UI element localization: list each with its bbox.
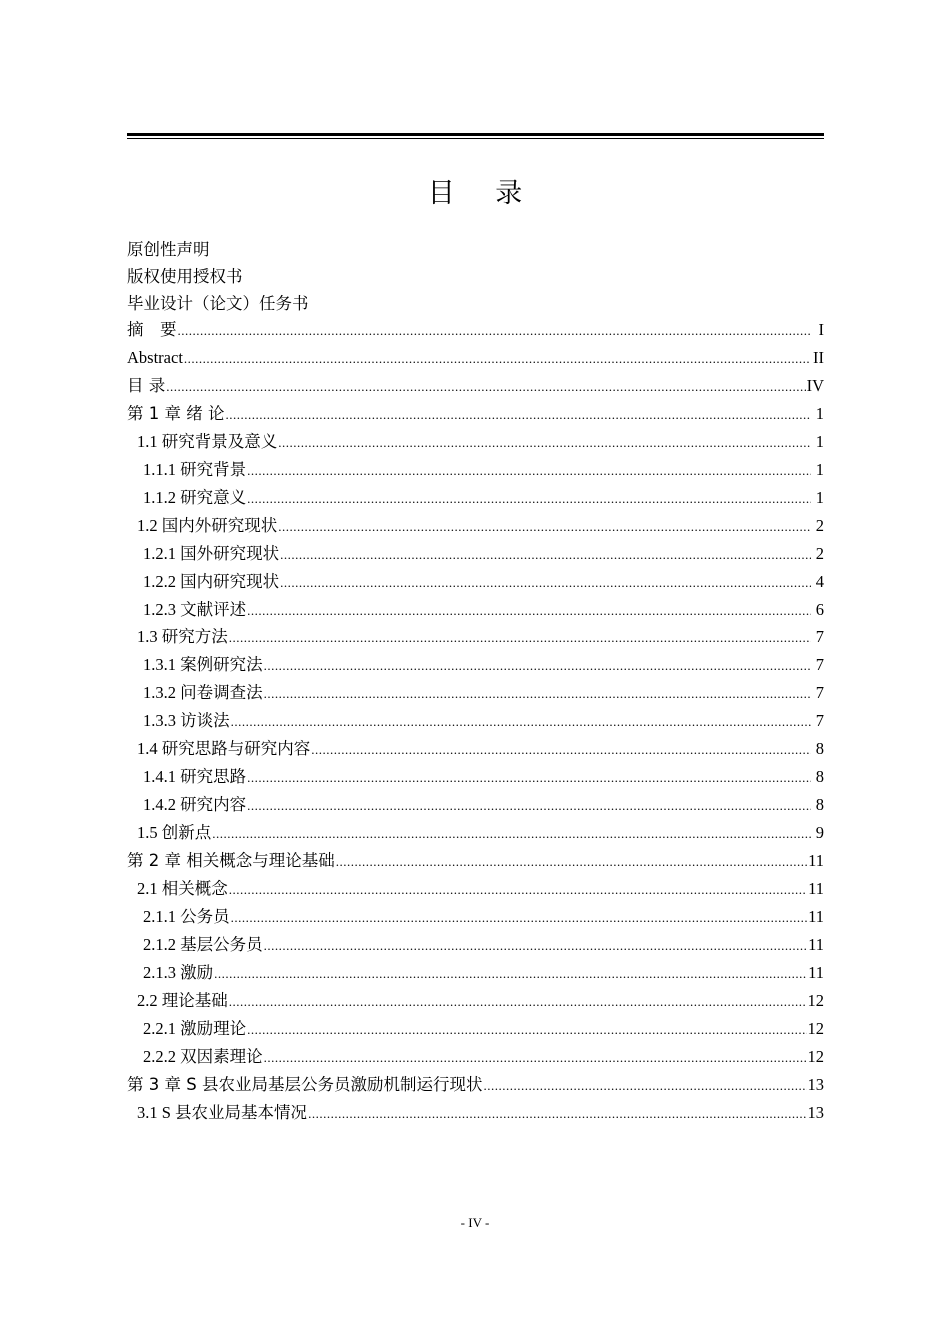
toc-entry-label: 1.5 创新点: [137, 823, 212, 843]
toc-entry-page: 1: [815, 403, 824, 423]
toc-leader-dots: [231, 708, 811, 736]
toc-entry-page: 12: [807, 1018, 824, 1038]
table-of-contents: [127, 316, 824, 1127]
toc-leader-dots: [311, 736, 811, 764]
toc-leader-dots: [229, 988, 807, 1016]
toc-entry[interactable]: [127, 903, 824, 931]
toc-entry-page: 8: [815, 767, 824, 787]
toc-entry[interactable]: [127, 735, 824, 763]
toc-entry-label: 1.4.1 研究思路: [143, 767, 247, 787]
toc-leader-dots: [280, 569, 811, 597]
toc-entry[interactable]: [127, 1099, 824, 1127]
toc-entry[interactable]: [127, 400, 824, 428]
toc-entry-label: 1.2.3 文献评述: [143, 599, 247, 619]
toc-leader-dots: [308, 1100, 806, 1128]
toc-entry-label: 2.2 理论基础: [137, 990, 228, 1010]
toc-entry-label: Abstract: [127, 347, 183, 367]
toc-entry-page: 4: [815, 571, 824, 591]
toc-entry-label: 1.2 国内外研究现状: [137, 515, 278, 535]
toc-entry-page: 11: [808, 879, 824, 899]
toc-entry[interactable]: [127, 512, 824, 540]
toc-entry[interactable]: [127, 372, 824, 400]
toc-entry-page: 7: [815, 711, 824, 731]
toc-entry-page: 8: [815, 739, 824, 759]
toc-entry[interactable]: [127, 623, 824, 651]
toc-leader-dots: [280, 541, 811, 569]
toc-entry[interactable]: [127, 847, 824, 875]
toc-entry-label: 2.1.3 激励: [143, 962, 214, 982]
toc-entry-label: 2.2.2 双因素理论: [143, 1046, 263, 1066]
toc-entry-label: 1.3.2 问卷调查法: [143, 683, 263, 703]
toc-entry-label: 1.3.3 访谈法: [143, 711, 230, 731]
toc-leader-dots: [247, 485, 811, 513]
toc-entry[interactable]: [127, 456, 824, 484]
toc-entry-label: 摘 要: [127, 320, 177, 339]
page-number-footer: - IV -: [460, 1215, 490, 1230]
toc-entry-label: 1.2.2 国内研究现状: [143, 571, 280, 591]
toc-entry-page: 6: [815, 599, 824, 619]
toc-entry[interactable]: [127, 679, 824, 707]
toc-entry[interactable]: [127, 819, 824, 847]
toc-entry-page: 13: [807, 1074, 824, 1094]
toc-entry[interactable]: [127, 316, 824, 344]
toc-leader-dots: [229, 624, 811, 652]
toc-entry-page: 2: [815, 515, 824, 535]
toc-entry-page: 7: [815, 655, 824, 675]
toc-entry-page: 8: [815, 795, 824, 815]
toc-entry-label: 3.1 S 县农业局基本情况: [137, 1102, 308, 1122]
toc-entry-page: I: [818, 320, 824, 339]
toc-entry[interactable]: [127, 875, 824, 903]
toc-leader-dots: [278, 513, 811, 541]
toc-entry[interactable]: [127, 596, 824, 624]
toc-leader-dots: [264, 652, 811, 680]
toc-entry-page: 2: [815, 543, 824, 563]
toc-entry-label: 2.1.1 公务员: [143, 907, 230, 927]
toc-entry[interactable]: [127, 1071, 824, 1099]
toc-leader-dots: [247, 1016, 806, 1044]
toc-entry[interactable]: [127, 791, 824, 819]
toc-entry-label: 1.3.1 案例研究法: [143, 655, 263, 675]
toc-entry-page: 11: [808, 962, 824, 982]
toc-entry-page: 12: [807, 1046, 824, 1066]
toc-entry[interactable]: [127, 651, 824, 679]
toc-entry[interactable]: [127, 707, 824, 735]
toc-leader-dots: [483, 1072, 806, 1100]
toc-entry-page: 7: [815, 683, 824, 703]
toc-entry[interactable]: [127, 540, 824, 568]
toc-leader-dots: [178, 317, 812, 345]
toc-leader-dots: [166, 373, 805, 401]
toc-entry-page: 7: [815, 627, 824, 647]
toc-entry-page: 12: [807, 990, 824, 1010]
toc-entry-page: 11: [808, 907, 824, 927]
toc-leader-dots: [336, 848, 807, 876]
toc-leader-dots: [247, 457, 811, 485]
toc-leader-dots: [247, 764, 811, 792]
toc-entry-label: 2.1 相关概念: [137, 879, 228, 899]
toc-entry-page: II: [813, 347, 824, 367]
toc-entry-label: 目 录: [127, 375, 166, 395]
toc-entry[interactable]: [127, 959, 824, 987]
toc-entry-label: 1.1.1 研究背景: [143, 459, 247, 479]
toc-entry-label: 1.1 研究背景及意义: [137, 431, 278, 451]
toc-entry-page: 9: [815, 823, 824, 843]
toc-leader-dots: [225, 401, 811, 429]
toc-entry-page: 11: [808, 934, 824, 954]
toc-entry-label: 2.2.1 激励理论: [143, 1018, 247, 1038]
toc-leader-dots: [184, 345, 811, 373]
toc-entry[interactable]: [127, 763, 824, 791]
toc-leader-dots: [214, 960, 807, 988]
toc-entry[interactable]: [127, 1015, 824, 1043]
toc-entry-label: 第 2 章 相关概念与理论基础: [127, 851, 335, 871]
toc-entry[interactable]: [127, 428, 824, 456]
toc-entry-label: 2.1.2 基层公务员: [143, 934, 263, 954]
front-matter-copyright[interactable]: 版权使用授权书: [127, 267, 243, 286]
toc-entry-page: 1: [815, 459, 824, 479]
toc-entry-label: 第 1 章 绪 论: [127, 403, 225, 423]
toc-leader-dots: [264, 932, 807, 960]
toc-entry-label: 1.4 研究思路与研究内容: [137, 739, 311, 759]
toc-entry-label: 1.1.2 研究意义: [143, 487, 247, 507]
toc-leader-dots: [247, 597, 811, 625]
toc-entry[interactable]: [127, 1043, 824, 1071]
toc-leader-dots: [264, 1044, 807, 1072]
front-matter-assignment[interactable]: 毕业设计（论文）任务书: [127, 294, 309, 313]
toc-entry-page: 13: [807, 1102, 824, 1122]
header-rule-thin: [127, 138, 824, 139]
toc-leader-dots: [229, 876, 807, 904]
header-rule-thick: [127, 133, 824, 136]
toc-entry[interactable]: [127, 568, 824, 596]
toc-leader-dots: [278, 429, 811, 457]
toc-entry-page: IV: [806, 375, 824, 395]
toc-entry-page: 11: [808, 851, 824, 871]
toc-entry[interactable]: [127, 931, 824, 959]
toc-entry-page: 1: [815, 431, 824, 451]
toc-entry-label: 第 3 章 S 县农业局基层公务员激励机制运行现状: [127, 1074, 483, 1094]
toc-entry[interactable]: [127, 987, 824, 1015]
toc-leader-dots: [231, 904, 807, 932]
toc-leader-dots: [212, 820, 811, 848]
toc-entry-label: 1.4.2 研究内容: [143, 795, 247, 815]
toc-entry-label: 1.3 研究方法: [137, 627, 228, 647]
front-matter-originality[interactable]: 原创性声明: [127, 240, 210, 259]
toc-entry-label: 1.2.1 国外研究现状: [143, 543, 280, 563]
toc-entry[interactable]: [127, 344, 824, 372]
toc-leader-dots: [247, 792, 811, 820]
toc-leader-dots: [264, 680, 811, 708]
toc-entry[interactable]: [127, 484, 824, 512]
page-title: 目 录: [427, 178, 539, 209]
toc-entry-page: 1: [815, 487, 824, 507]
